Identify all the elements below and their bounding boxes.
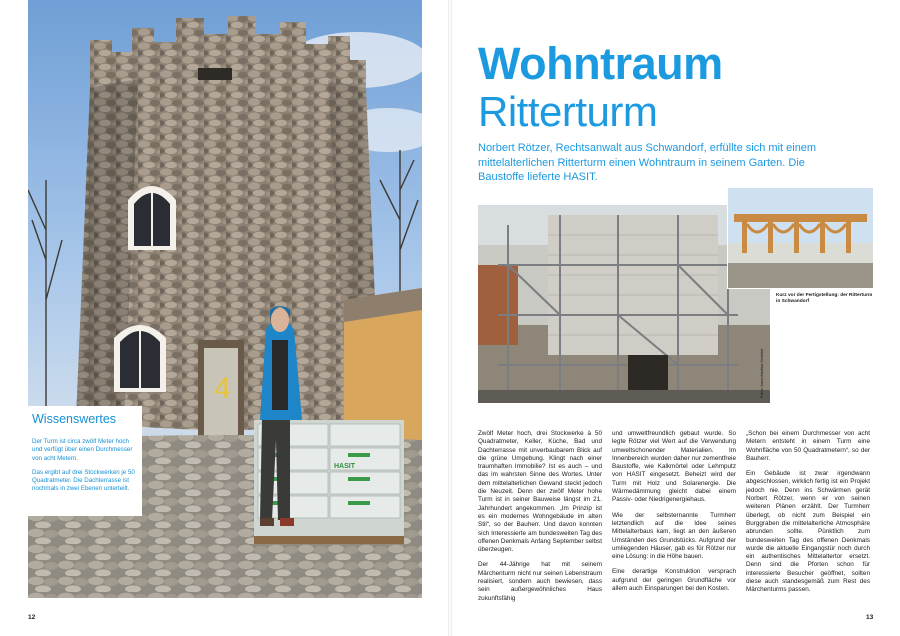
page-number-left: 12: [28, 614, 36, 621]
body-paragraph: Zwölf Meter hoch, drei Stockwerke à 50 Quadratmeter, Keller, Küche, Bad und Dachterrasse mit unverbaubarem Blick auf die grüne Umgebung. Klingt nach einer traumhaften Immobilie? Ist es auch – und das im wahrsten Sinne des Wortes. Unter dem mittelalterlichen Gewand steckt jedoch die Neuzeit. Denn der zwölf Meter hohe Turm ist in seiner Bauweise längst im 21. Jahrhundert angekommen. „Im Prinzip ist es ein modernes Wohngebäude im alten Stil“, so der Bauherr. Und davon konnten sich Interessierte am bundesweiten Tag des offenen Denkmals Anfang September selbst überzeugen.: [478, 430, 602, 554]
bag-label: HASIT: [334, 463, 355, 470]
body-paragraph: Ein Gebäude ist zwar irgendwann abgeschlossen, wirklich fertig ist ein Projekt jedoch nie. Denn ins Schwärmen gerät Norbert Rötzer, wenn er von seinen weiteren Plänen erzählt. Der Turmherr überlegt, ob nicht zum Beispiel ein Burggraben die mittelalterliche Atmosphäre abrunden sollte. Pünktlich zum bundesweiten Tag des offenen Denkmals wurde die aktuelle Eingangstür noch durch ein authentisches Mittelaltertor ersetzt. Denn sind die Pforten schon für interessierte Besucher geöffnet, sollten diese auch standesgemäß zum Rest des Märchenturms passen.: [746, 470, 870, 594]
photo-credit: Fotos: Anna-Martina Schrider: [760, 348, 764, 398]
text-column-3: [746, 430, 870, 602]
body-paragraph: „Schon bei einem Durchmesser von acht Metern entsteht in einem Turm eine Wohnfläche von 50 Quadratmetern“, so der Bauherr.: [746, 430, 870, 462]
text-column-2: [612, 430, 736, 600]
info-box-title: Wissenswertes: [32, 412, 117, 426]
spine-gutter: [448, 0, 452, 636]
page-number-right: 13: [866, 614, 874, 621]
photo-caption: Kurz vor der Fertigstellung: der Ritterturm in Schwandorf: [776, 293, 873, 305]
info-paragraph: Der Turm ist circa zwölf Meter hoch und verfügt über einen Durchmesser von acht Metern.: [32, 438, 133, 462]
body-paragraph: Wie der selbsternannte Turmherr letztendlich auf die Idee seines Mittelalterbaus kam, liegt an den äußeren Umständen des Grundstücks. Aufgrund der umliegenden Häuser, gab es für Rötzer nur eine Lösung: in die Höhe bauen.: [612, 511, 736, 561]
svg-text:4: 4: [214, 372, 231, 405]
body-paragraph: Eine derartige Konstruktion versprach aufgrund der geringen Grundfläche vor allem auch Einsparungen bei den Kosten.: [612, 568, 736, 593]
inset-illustration: [728, 188, 873, 288]
info-box-text: [32, 438, 140, 500]
info-box: [28, 406, 142, 516]
lead-paragraph: Norbert Rötzer, Rechtsanwalt aus Schwandorf, erfüllte sich mit einem mittelalterlichen Ritterturm einen Wohntraum in seinem Garten. Die Baustoffe lieferte HASIT.: [478, 142, 817, 183]
body-paragraph: Der 44-Jährige hat mit seinem Märchenturm nicht nur seinen Lebenstraum realisiert, sondern auch bewiesen, dass sein außergewöhnliches Haus zukunftsfähig: [478, 561, 602, 602]
inset-photo: [727, 187, 874, 289]
info-paragraph: Das ergibt auf drei Stockwerken je 50 Quadratmeter. Die Dachterrasse ist nochmals in zwei Ebenen unterteilt.: [32, 468, 135, 493]
body-paragraph: und umweltfreundlich gebaut wurde. So legte Rötzer viel Wert auf die Verwendung umweltschonender Materialien. Im Innenbereich wurden daher nur zementfreie Baustoffe, wie Kalkmörtel oder Lehmputz von HASIT eingesetzt. Beheizt wird der Turm mit Holz und Solarenergie. Die Wärmedämmung gleicht dabei einem Passiv- oder Niedrigenergiehaus.: [612, 430, 736, 504]
headline-line1: Wohntraum: [478, 38, 723, 89]
headline-line2: Ritterturm: [478, 88, 658, 135]
text-column-1: [478, 430, 602, 610]
